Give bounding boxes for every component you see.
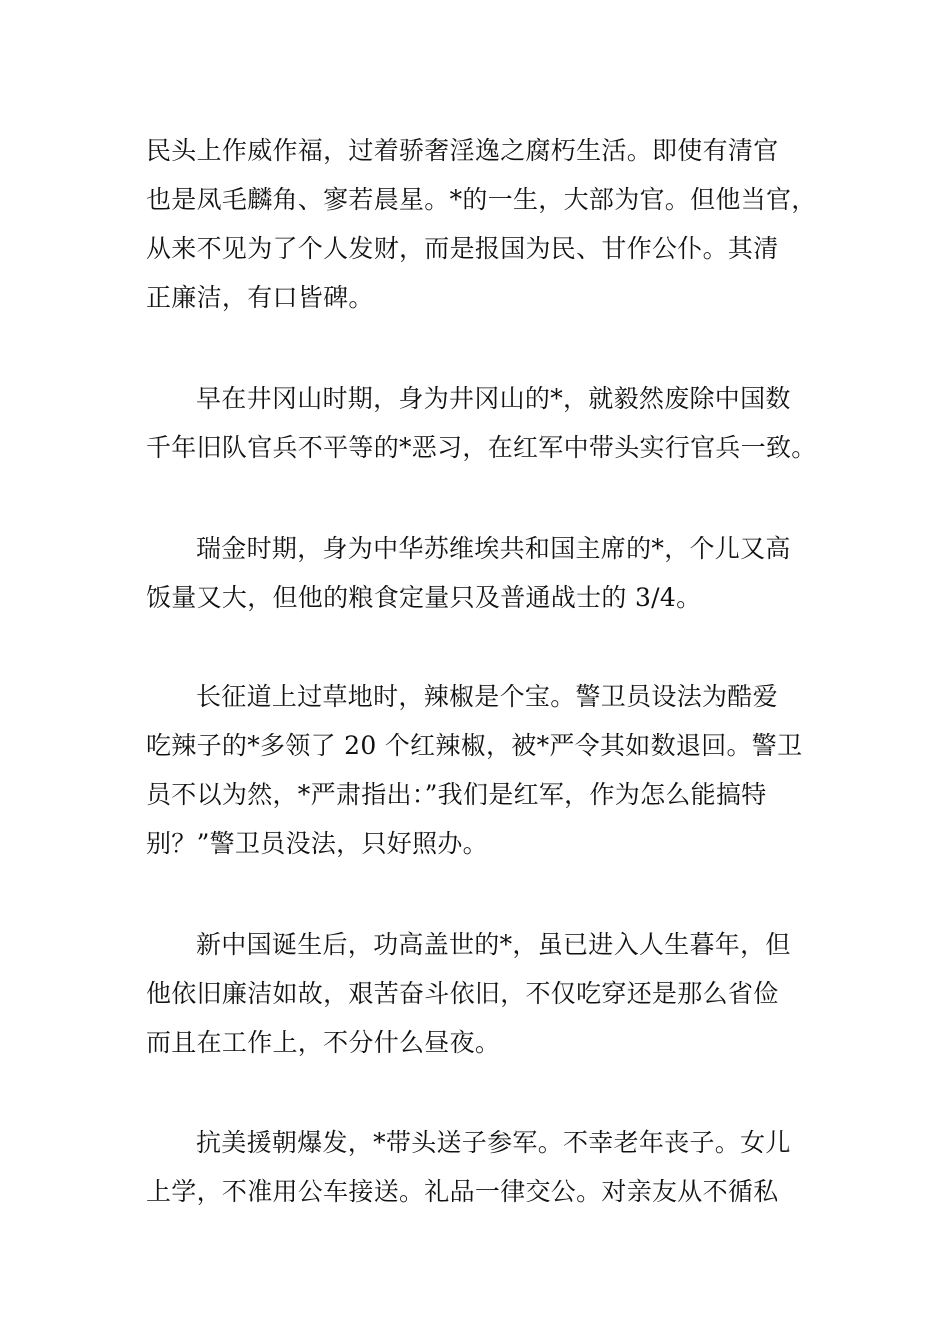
paragraph-3 [146, 524, 826, 622]
paragraph-4 [146, 672, 826, 868]
text-line: 吃辣子的*多领了 20 个红辣椒，被*严令其如数退回。警卫 [146, 731, 803, 760]
text-line: 别？”警卫员没法，只好照办。 [146, 829, 488, 858]
text-line: 民头上作威作福，过着骄奢淫逸之腐朽生活。即使有清官 [146, 136, 779, 165]
paragraph-6 [146, 1118, 826, 1216]
text-line: 员不以为然，*严肃指出：”我们是红军，作为怎么能搞特 [146, 780, 767, 809]
text-line: 饭量又大，但他的粮食定量只及普通战士的 3/4。 [146, 583, 702, 612]
text-line: 从来不见为了个人发财，而是报国为民、甘作公仆。其清 [146, 234, 779, 263]
text-line: 千年旧队官兵不平等的*恶习，在红军中带头实行官兵一致。 [146, 433, 817, 462]
text-line: 瑞金时期，身为中华苏维埃共和国主席的*，个儿又高 [196, 534, 791, 563]
text-line: 新中国诞生后，功高盖世的*，虽已进入人生暮年，但 [196, 930, 791, 959]
text-line: 他依旧廉洁如故，艰苦奋斗依旧，不仅吃穿还是那么省俭 [146, 979, 779, 1008]
text-line: 正廉洁，有口皆碑。 [146, 283, 374, 312]
text-line: 抗美援朝爆发，*带头送子参军。不幸老年丧子。女儿 [196, 1128, 791, 1157]
text-line: 上学，不准用公车接送。礼品一律交公。对亲友从不循私 [146, 1177, 779, 1206]
paragraph-2 [146, 374, 826, 472]
text-line: 而且在工作上，不分什么昼夜。 [146, 1028, 501, 1057]
paragraph-1 [146, 126, 826, 322]
text-line: 长征道上过草地时，辣椒是个宝。警卫员设法为酷爱 [196, 682, 778, 711]
paragraph-5 [146, 920, 826, 1067]
text-line: 早在井冈山时期，身为井冈山的*，就毅然废除中国数 [196, 384, 791, 413]
text-line: 也是凤毛麟角、寥若晨星。*的一生，大部为官。但他当官， [146, 185, 817, 214]
